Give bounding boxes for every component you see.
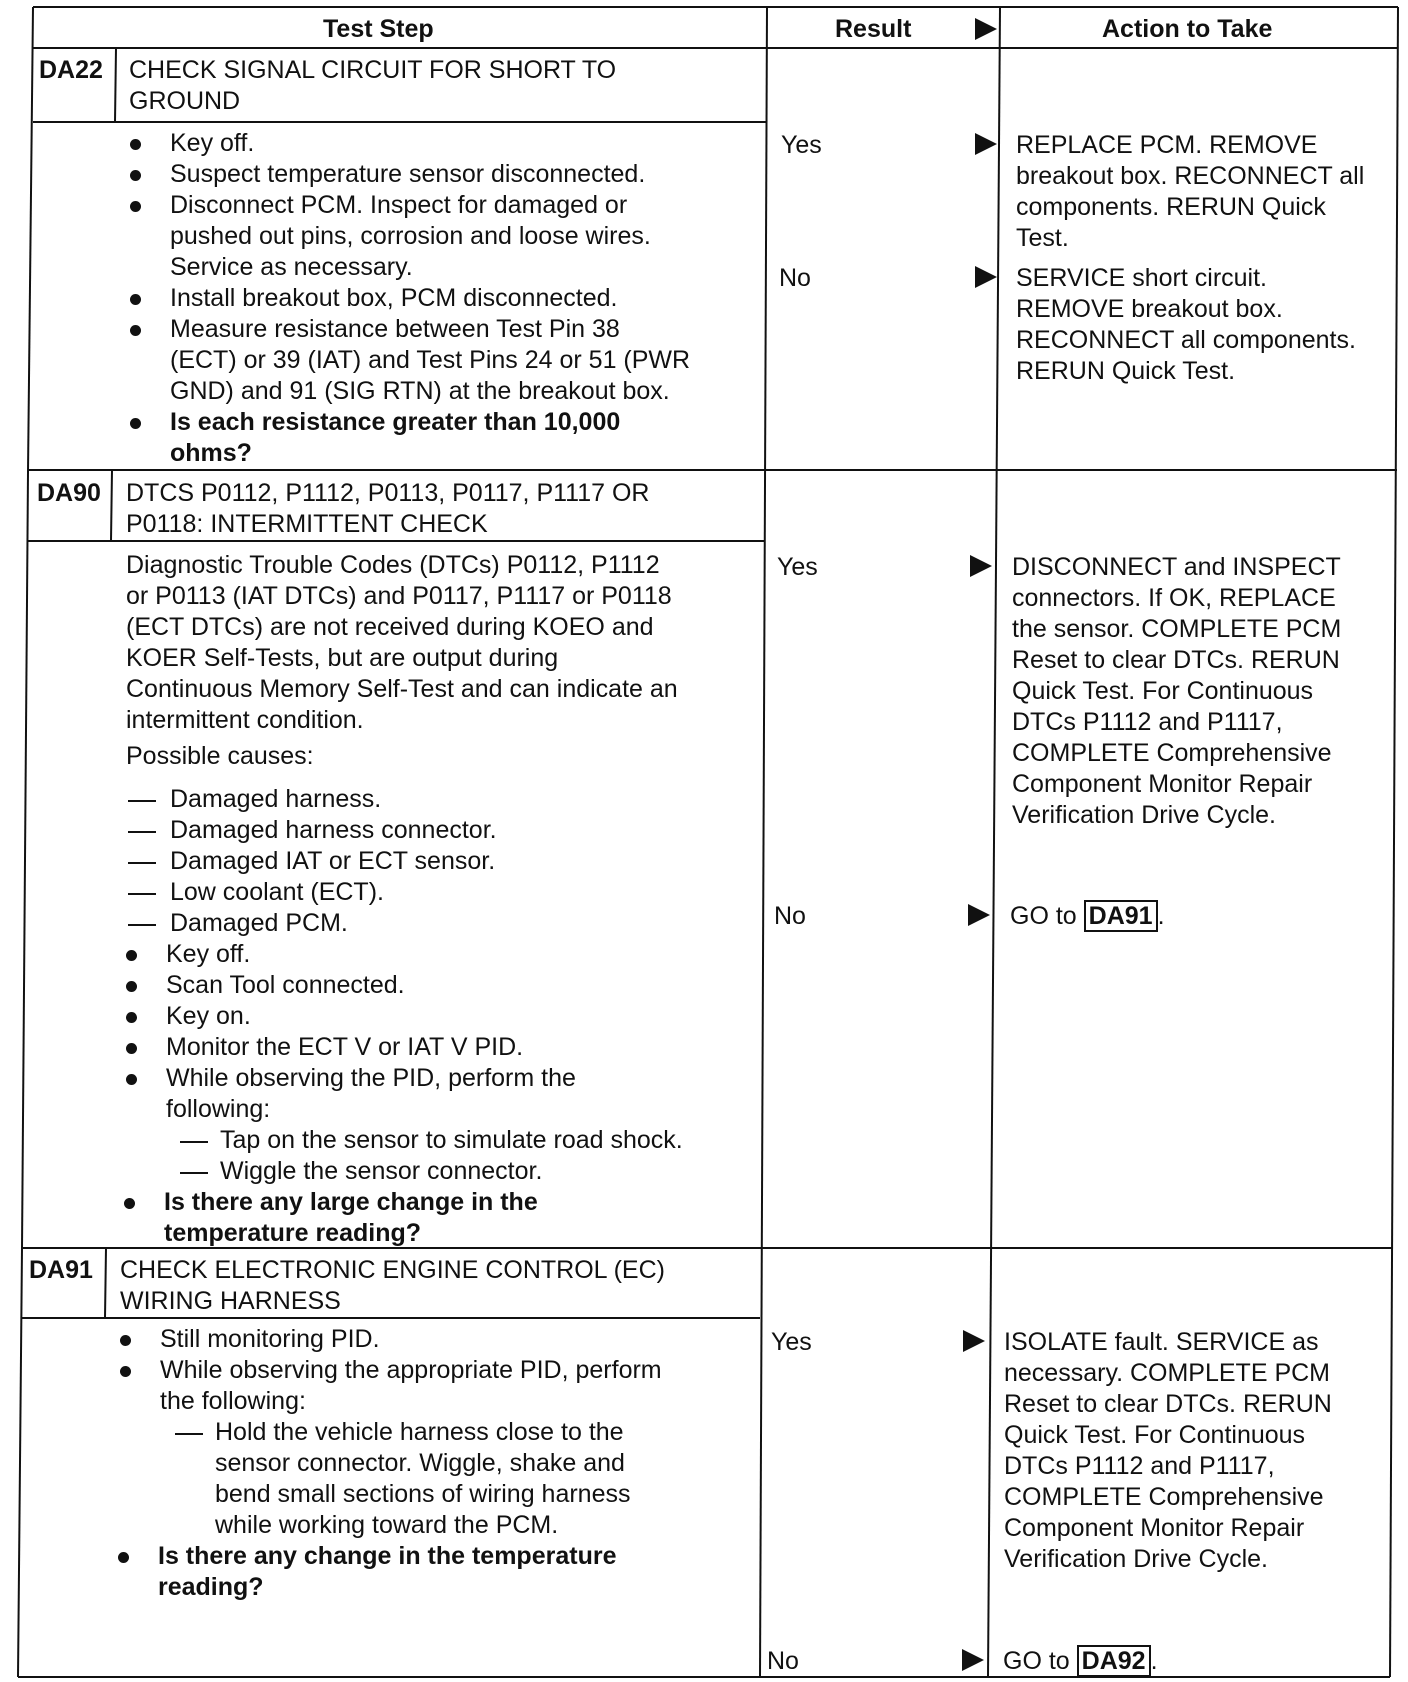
dash-icon [128,800,156,802]
step-title-da22-line2: GROUND [129,87,241,115]
da90-possible-causes-label: Possible causes: [126,742,314,770]
da91-substep-1-cont: while working toward the PCM. [215,1511,559,1539]
da90-result-no: No [774,902,806,930]
arrow-right-icon [970,555,992,577]
da90-substep-2: Wiggle the sensor connector. [220,1157,543,1185]
da91-question: Is there any change in the temperature [158,1542,617,1570]
da90-step-3: Key on. [166,1002,251,1030]
da91-no-action [1003,1646,1158,1677]
da90-step-5: While observing the PID, perform the [166,1064,576,1092]
bullet-icon [126,981,137,992]
da91-yes-action-8: Verification Drive Cycle. [1004,1545,1268,1573]
dash-icon [128,831,156,833]
da90-step-5-cont: following: [166,1095,271,1123]
da22-step-3: Disconnect PCM. Inspect for damaged or [170,191,628,219]
da91-result-no: No [767,1647,799,1675]
da91-yes-action-2: necessary. COMPLETE PCM [1004,1359,1331,1387]
arrow-right-icon [968,904,990,926]
da22-yes-action-2: breakout box. RECONNECT all [1016,162,1365,190]
dash-icon [180,1141,208,1143]
da22-step-5: Measure resistance between Test Pin 38 [170,315,620,343]
da22-step-2: Suspect temperature sensor disconnected. [170,160,646,188]
da91-yes-action-1: ISOLATE fault. SERVICE as [1004,1328,1319,1356]
da91-yes-action-4: Quick Test. For Continuous [1004,1421,1306,1449]
arrow-right-icon [975,133,997,155]
da91-result-yes: Yes [771,1328,812,1356]
da91-step-1: Still monitoring PID. [160,1325,380,1353]
da22-result-yes: Yes [781,131,822,159]
da90-cause-3: Damaged IAT or ECT sensor. [170,847,496,875]
da91-substep-1: Hold the vehicle harness close to the [215,1418,624,1446]
bullet-icon [130,201,141,212]
da90-step-2: Scan Tool connected. [166,971,405,999]
da91-yes-action-5: DTCs P1112 and P1117, [1004,1452,1275,1480]
header-action: Action to Take [1102,15,1273,43]
bullet-icon [126,950,137,961]
step-title-da90-line2: P0118: INTERMITTENT CHECK [126,510,488,538]
bullet-icon [126,1012,137,1023]
da91-no-action-ref: DA92 [1077,1645,1151,1677]
step-title-da91-line1: CHECK ELECTRONIC ENGINE CONTROL (EC) [120,1256,665,1284]
da91-yes-action-3: Reset to clear DTCs. RERUN [1004,1390,1332,1418]
da22-question: Is each resistance greater than 10,000 [170,408,621,436]
arrow-right-icon [963,1330,985,1352]
da90-intro-5: Continuous Memory Self-Test and can indicate an [126,675,678,703]
da90-intro-4: KOER Self-Tests, but are output during [126,644,559,672]
step-code-da91: DA91 [29,1256,93,1284]
header-result: Result [835,15,912,43]
da90-step-4: Monitor the ECT V or IAT V PID. [166,1033,524,1061]
da22-step-3-cont: Service as necessary. [170,253,413,281]
bullet-icon [126,1074,137,1085]
step-title-da91-line2: WIRING HARNESS [120,1287,341,1315]
bullet-icon [120,1366,131,1377]
da90-step-1: Key off. [166,940,251,968]
da90-cause-5: Damaged PCM. [170,909,348,937]
da22-yes-action-1: REPLACE PCM. REMOVE [1016,131,1318,159]
da22-question-cont: ohms? [170,439,252,467]
da90-no-action-ref: DA91 [1084,900,1158,932]
bullet-icon [130,139,141,150]
da90-intro-1: Diagnostic Trouble Codes (DTCs) P0112, P1112 [126,551,660,579]
da90-cause-1: Damaged harness. [170,785,382,813]
step-title-da90-line1: DTCS P0112, P1112, P0113, P0117, P1117 OR [126,479,650,507]
da90-no-action-prefix: GO to [1010,902,1084,930]
bullet-icon [130,418,141,429]
dash-icon [175,1433,203,1435]
da22-no-action-2: REMOVE breakout box. [1016,295,1283,323]
da90-substep-1: Tap on the sensor to simulate road shock. [220,1126,683,1154]
da90-yes-action-7: COMPLETE Comprehensive [1012,739,1332,767]
da90-intro-3: (ECT DTCs) are not received during KOEO and [126,613,654,641]
da90-yes-action-3: the sensor. COMPLETE PCM [1012,615,1342,643]
da91-yes-action-6: COMPLETE Comprehensive [1004,1483,1324,1511]
step-code-da90: DA90 [37,479,101,507]
da90-yes-action-2: connectors. If OK, REPLACE [1012,584,1336,612]
bullet-icon [120,1335,131,1346]
da91-no-action-prefix: GO to [1003,1647,1077,1675]
step-code-da22: DA22 [39,56,103,84]
da90-yes-action-4: Reset to clear DTCs. RERUN [1012,646,1340,674]
bullet-icon [130,170,141,181]
da22-step-5-cont: GND) and 91 (SIG RTN) at the breakout box. [170,377,670,405]
da22-no-action-1: SERVICE short circuit. [1016,264,1268,292]
dash-icon [180,1172,208,1174]
dash-icon [128,924,156,926]
da91-step-2: While observing the appropriate PID, perform [160,1356,662,1384]
bullet-icon [126,1043,137,1054]
bullet-icon [130,325,141,336]
da90-yes-action-8: Component Monitor Repair [1012,770,1313,798]
da90-no-action [1010,901,1165,932]
arrow-right-icon [962,1649,984,1671]
bullet-icon [130,294,141,305]
da90-yes-action-6: DTCs P1112 and P1117, [1012,708,1283,736]
da22-step-3-cont: pushed out pins, corrosion and loose wires. [170,222,651,250]
da91-question-cont: reading? [158,1573,264,1601]
da90-intro-2: or P0113 (IAT DTCs) and P0117, P1117 or P0118 [126,582,672,610]
da90-yes-action-1: DISCONNECT and INSPECT [1012,553,1341,581]
da22-step-5-cont: (ECT) or 39 (IAT) and Test Pins 24 or 51 (PWR [170,346,691,374]
da90-question-cont: temperature reading? [164,1219,422,1247]
arrow-right-icon [975,18,997,40]
da22-step-1: Key off. [170,129,255,157]
bullet-icon [124,1198,135,1209]
da91-substep-1-cont: sensor connector. Wiggle, shake and [215,1449,625,1477]
dash-icon [128,893,156,895]
da91-yes-action-7: Component Monitor Repair [1004,1514,1305,1542]
da90-intro-6: intermittent condition. [126,706,364,734]
step-title-da22-line1: CHECK SIGNAL CIRCUIT FOR SHORT TO [129,56,617,84]
da90-cause-4: Low coolant (ECT). [170,878,384,906]
da90-yes-action-5: Quick Test. For Continuous [1012,677,1314,705]
arrow-right-icon [975,266,997,288]
da91-substep-1-cont: bend small sections of wiring harness [215,1480,631,1508]
bullet-icon [118,1552,129,1563]
da22-yes-action-4: Test. [1016,224,1069,252]
da22-no-action-4: RERUN Quick Test. [1016,357,1236,385]
header-test-step: Test Step [323,15,434,43]
dash-icon [128,862,156,864]
da90-cause-2: Damaged harness connector. [170,816,497,844]
da90-yes-action-9: Verification Drive Cycle. [1012,801,1276,829]
da22-step-4: Install breakout box, PCM disconnected. [170,284,618,312]
da22-result-no: No [779,264,811,292]
da91-step-2-cont: the following: [160,1387,306,1415]
da22-no-action-3: RECONNECT all components. [1016,326,1356,354]
da91-no-action-suffix: . [1150,1647,1158,1675]
da22-yes-action-3: components. RERUN Quick [1016,193,1326,221]
da90-question: Is there any large change in the [164,1188,538,1216]
da90-no-action-suffix: . [1157,902,1165,930]
da90-result-yes: Yes [777,553,818,581]
